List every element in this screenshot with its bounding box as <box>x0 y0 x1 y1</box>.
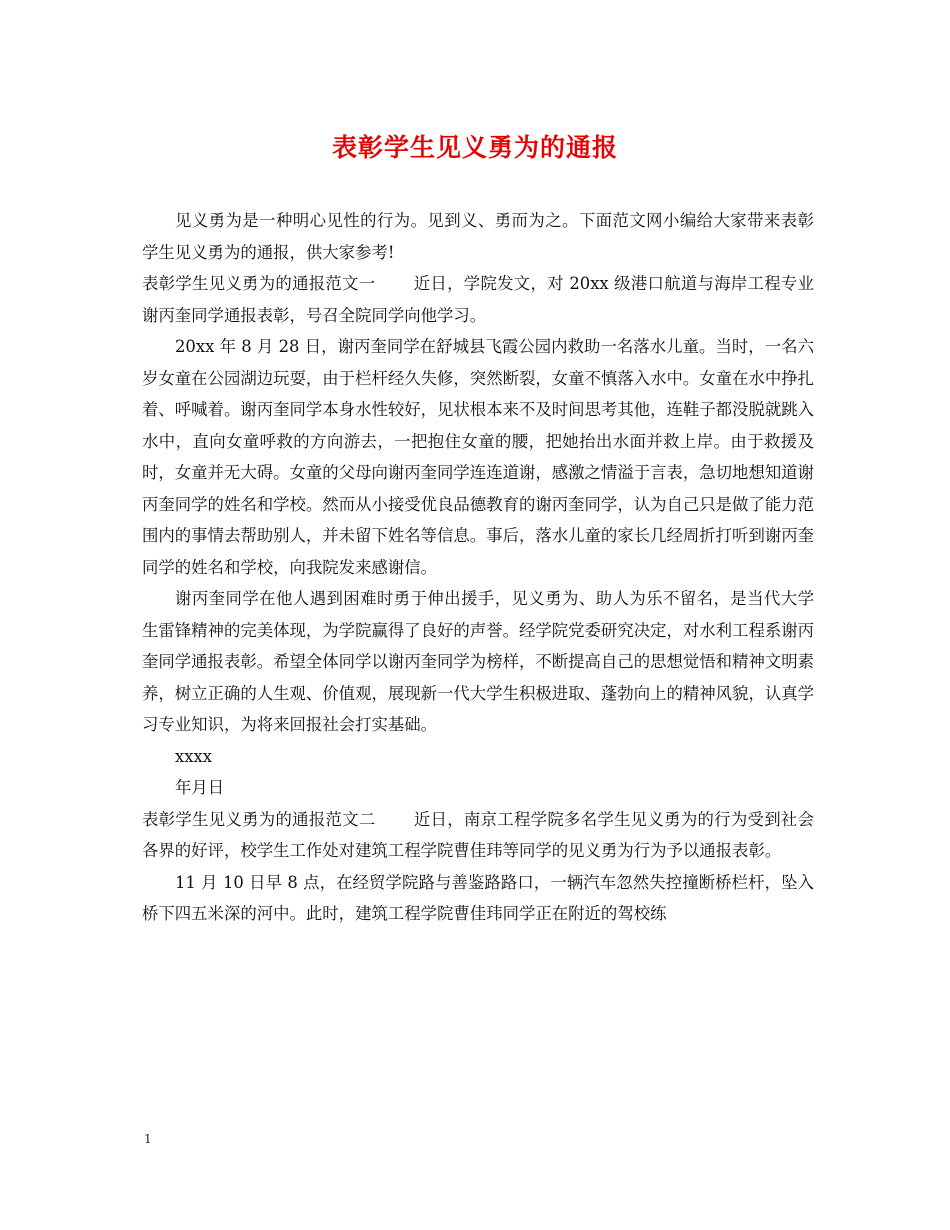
section-two-text: 近日，南京工程学院多名学生见义勇为的行为受到社会各界的好评，校学生工作处对建筑工程学院曹佳玮等同学的见义勇为行为予以通报表彰。 <box>142 809 814 860</box>
section-one-paragraph <box>142 268 814 331</box>
section-two-label: 表彰学生见义勇为的通报范文二 <box>142 809 376 829</box>
intro-paragraph: 见义勇为是一种明心见性的行为。见到义、勇而为之。下面范文网小编给大家带来表彰学生见义勇为的通报，供大家参考! <box>142 211 814 262</box>
section-two-paragraph <box>142 804 814 867</box>
section-one-label: 表彰学生见义勇为的通报范文一 <box>142 274 376 293</box>
page-number: 1 <box>144 1132 152 1146</box>
commendation-paragraph: 谢丙奎同学在他人遇到困难时勇于伸出援手，见义勇为、助人为乐不留名，是当代大学生雷锋精神的完美体现，为学院赢得了良好的声誉。经学院党委研究决定，对水利工程系谢丙奎同学通报表彰。希望全体同学以谢丙奎同学为榜样，不断提高自己的思想觉悟和精神文明素养，树立正确的人生观、价值观，展现新一代大学生积极进取、蓬勃向上的精神风貌，认真学习专业知识，为将来回报社会打实基础。 <box>142 589 815 734</box>
section-one-text: 近日，学院发文，对 20xx 级港口航道与海岸工程专业谢丙奎同学通报表彰，号召全院同学向他学习。 <box>142 274 815 325</box>
signature-line: xxxx <box>175 746 212 766</box>
date-line: 年月日 <box>175 778 225 797</box>
document-body <box>142 205 814 930</box>
document-title: 表彰学生见义勇为的通报 <box>331 133 618 162</box>
incident-paragraph: 11 月 10 日早 8 点，在经贸学院路与善鉴路路口，一辆汽车忽然失控撞断桥栏杆，坠入桥下四五米深的河中。此时，建筑工程学院曹佳玮同学正在附近的驾校练 <box>142 872 814 923</box>
rescue-event-paragraph: 20xx 年 8 月 28 日，谢丙奎同学在舒城县飞霞公园内救助一名落水儿童。当时，一名六岁女童在公园湖边玩耍，由于栏杆经久失修，突然断裂，女童不慎落入水中。女童在水中挣扎着、呼喊着。谢丙奎同学本身水性较好，见状根本来不及时间思考其他，连鞋子都没脱就跳入水中，直向女童呼救的方向游去，一把抱住女童的腰，把她抬出水面并救上岸。由于救援及时，女童并无大碍。女童的父母向谢丙奎同学连连道谢，感激之情溢于言表，急切地想知道谢丙奎同学的姓名和学校。然而从小接受优良品德教育的谢丙奎同学，认为自己只是做了能力范围内的事情去帮助别人，并未留下姓名等信息。事后，落水儿童的家长几经周折打听到谢丙奎同学的姓名和学校，向我院发来感谢信。 <box>142 337 815 577</box>
